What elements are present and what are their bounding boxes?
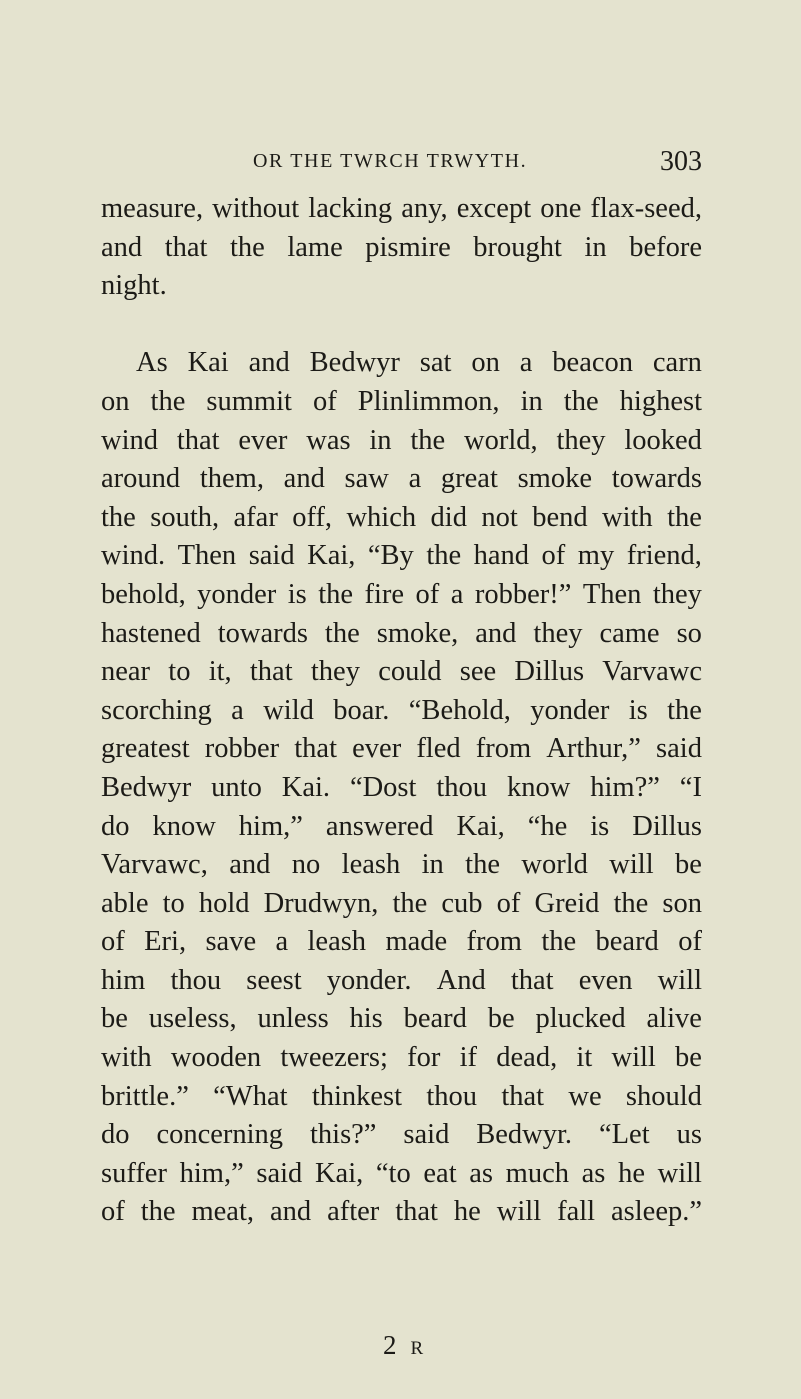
word: answered [325, 810, 434, 842]
word: he [618, 1157, 645, 1189]
word: And [436, 964, 486, 996]
word: him,” [238, 810, 303, 842]
word: he [453, 1196, 481, 1228]
word: and [283, 463, 325, 495]
word: saw [344, 463, 389, 495]
text-line [101, 846, 702, 885]
word: be [675, 1042, 702, 1074]
text-line [101, 576, 702, 615]
word: to [168, 656, 191, 688]
word: which [346, 501, 417, 533]
word: thou [426, 1080, 478, 1112]
word: much [505, 1157, 569, 1189]
word: Kai [187, 347, 229, 379]
text-line [101, 537, 702, 576]
word: “Let [599, 1119, 650, 1151]
word: Then [582, 578, 642, 610]
word: will [496, 1196, 542, 1228]
text-line [101, 615, 702, 654]
text-line [101, 499, 702, 538]
word: around [101, 463, 181, 495]
word: the [667, 501, 702, 533]
word: in [369, 424, 392, 456]
word: afar [233, 501, 278, 533]
word: said [656, 733, 702, 765]
word: Arthur,” [546, 733, 641, 765]
word: the [426, 540, 462, 572]
word: flax-seed, [590, 193, 702, 224]
word: did [430, 501, 467, 533]
word: that [249, 656, 293, 688]
word: is [287, 578, 307, 610]
word: the [667, 694, 702, 726]
text-line [101, 885, 702, 924]
signature-number: 2 [383, 1330, 397, 1360]
text-line [101, 962, 702, 1001]
word: see [459, 656, 497, 688]
word: any, [401, 193, 448, 224]
word: Kai. [281, 771, 331, 803]
word: hastened [101, 617, 201, 649]
word: is [590, 810, 610, 842]
word: unless [257, 1003, 329, 1035]
word: fire [364, 578, 405, 610]
word: will [657, 964, 702, 996]
word: for [407, 1042, 441, 1074]
text-line [101, 229, 702, 268]
word: of [496, 887, 521, 919]
page-number: 303 [660, 146, 702, 177]
word: “By [367, 540, 414, 572]
word: them, [199, 463, 264, 495]
word: As [136, 347, 168, 379]
text-line [101, 692, 702, 731]
text-line: night. [101, 270, 167, 302]
word: of [415, 578, 440, 610]
word: wind [101, 424, 158, 456]
running-head: OR THE TWRCH TRWYTH. [253, 150, 528, 172]
body-text [101, 190, 702, 1232]
word: will [609, 849, 654, 881]
word: even [578, 964, 633, 996]
word: looked [624, 424, 702, 456]
word: Kai, [314, 1157, 364, 1189]
word: the [324, 617, 360, 649]
signature-letter: R [410, 1338, 424, 1359]
word: Plinlimmon, [357, 385, 500, 417]
word: behold, [101, 578, 186, 610]
word: Drudwyn, [263, 887, 379, 919]
word: the [465, 849, 500, 881]
word: world, [464, 424, 538, 456]
word: “Dost [349, 771, 417, 803]
word: that [294, 733, 338, 765]
word: said [403, 1119, 450, 1151]
word: friend, [626, 540, 702, 572]
word: of [101, 1196, 125, 1228]
word: on [101, 385, 130, 417]
word: that [501, 1080, 545, 1112]
word: able [101, 887, 149, 919]
word: do [101, 810, 130, 842]
text-line [101, 422, 702, 461]
word: they [556, 424, 606, 456]
word: of [312, 385, 337, 417]
word: Then [177, 540, 237, 572]
word: this?” [309, 1119, 377, 1151]
word: the [229, 231, 265, 263]
text-line [101, 383, 702, 422]
word: with [602, 501, 653, 533]
word: measure, [101, 193, 204, 224]
word: yonder [530, 694, 610, 726]
word: thou [170, 964, 222, 996]
word: robber [204, 733, 280, 765]
word: wooden [170, 1042, 262, 1074]
word: him [101, 964, 146, 996]
word: Bedwyr [101, 771, 192, 803]
word: not [481, 501, 518, 533]
word: his [349, 1003, 383, 1035]
word: dead, [496, 1042, 558, 1074]
word: Greid [534, 887, 600, 919]
word: highest [619, 385, 702, 417]
word: a [275, 926, 289, 958]
word: in [520, 385, 543, 417]
word: as [469, 1157, 494, 1189]
word: and [248, 347, 290, 379]
text-line [101, 460, 702, 499]
text-line [101, 1116, 702, 1155]
word: plucked [535, 1003, 626, 1035]
paragraph-break [101, 306, 702, 345]
word: us [676, 1119, 702, 1151]
word: my [577, 540, 615, 572]
word: him?” [590, 771, 660, 803]
word: scorching [101, 694, 212, 726]
word: hold [198, 887, 250, 919]
text-line [101, 1039, 702, 1078]
word: bend [532, 501, 588, 533]
word: and [101, 231, 143, 263]
word: south, [150, 501, 220, 533]
word: in [584, 231, 607, 263]
word: and [269, 1196, 312, 1228]
word: summit [206, 385, 292, 417]
word: of [678, 926, 702, 958]
text-line [101, 808, 702, 847]
word: “to [375, 1157, 411, 1189]
word: will [611, 1042, 656, 1074]
word: yonder [197, 578, 277, 610]
word: world [521, 849, 588, 881]
word: and [229, 849, 271, 881]
word: if [459, 1042, 478, 1074]
text-line [101, 653, 702, 692]
word: thou [436, 771, 488, 803]
word: “Behold, [408, 694, 511, 726]
word: from [475, 733, 532, 765]
word: towards [611, 463, 702, 495]
word: boar. [333, 694, 390, 726]
word: after [327, 1196, 380, 1228]
signature-mark [383, 1330, 423, 1361]
word: cub [441, 887, 483, 919]
word: lacking [308, 193, 393, 224]
word: it, [208, 656, 232, 688]
word: lame [287, 231, 343, 263]
word: eat [423, 1157, 457, 1189]
word: brought [473, 231, 562, 263]
word: said [248, 540, 295, 572]
word: Dillus [632, 810, 702, 842]
word: a [231, 694, 244, 726]
text-line [101, 1155, 702, 1194]
word: the [563, 385, 599, 417]
word: suffer [101, 1157, 167, 1189]
word: ever [238, 424, 288, 456]
word: Dillus [514, 656, 585, 688]
word: it [576, 1042, 593, 1074]
word: a [450, 578, 464, 610]
word: alive [646, 1003, 702, 1035]
word: son [662, 887, 702, 919]
word: a [408, 463, 422, 495]
word: made [385, 926, 448, 958]
word: and [475, 617, 517, 649]
word: sat [419, 347, 452, 379]
word: that [510, 964, 554, 996]
word: him,” [179, 1157, 244, 1189]
word: know [506, 771, 571, 803]
word: Varvawc, [101, 849, 208, 881]
word: we [568, 1080, 602, 1112]
word: pismire [365, 231, 451, 263]
word: they [533, 617, 583, 649]
word: smoke, [376, 617, 459, 649]
page-header [253, 146, 702, 180]
word: tweezers; [280, 1042, 388, 1074]
word: “he [527, 810, 568, 842]
word: so [676, 617, 702, 649]
word: without [212, 193, 300, 224]
word: they [310, 656, 360, 688]
word: before [629, 231, 702, 263]
word: meat, [191, 1196, 254, 1228]
word: “I [679, 771, 702, 803]
word: the [140, 1196, 176, 1228]
word: as [581, 1157, 606, 1189]
word: fall [557, 1196, 596, 1228]
word: Bedwyr. [476, 1119, 573, 1151]
word: save [205, 926, 257, 958]
word: ever [352, 733, 402, 765]
word: Varvawc [602, 656, 702, 688]
word: should [625, 1080, 702, 1112]
word: leash [341, 849, 401, 881]
word: thinkest [311, 1080, 403, 1112]
word: from [466, 926, 522, 958]
word: robber!” [474, 578, 572, 610]
text-line [101, 923, 702, 962]
word: concerning [156, 1119, 284, 1151]
word: the [392, 887, 428, 919]
text-line [101, 190, 702, 229]
word: carn [652, 347, 702, 379]
word: beard [595, 926, 659, 958]
word: was [306, 424, 351, 456]
word: on [471, 347, 500, 379]
word: of [101, 926, 125, 958]
word: do [101, 1119, 130, 1151]
word: asleep.” [611, 1196, 702, 1228]
word: great [440, 463, 498, 495]
word: will [657, 1157, 702, 1189]
word: brittle.” [101, 1080, 189, 1112]
word: Kai, [307, 540, 356, 572]
word: that [164, 231, 208, 263]
word: fled [416, 733, 461, 765]
word: the [150, 385, 186, 417]
word: towards [217, 617, 308, 649]
word: is [628, 694, 648, 726]
word: said [256, 1157, 303, 1189]
text-line [101, 730, 702, 769]
word: off, [292, 501, 333, 533]
word: be [487, 1003, 515, 1035]
text-line [101, 1000, 702, 1039]
word: Kai, [456, 810, 505, 842]
word: Bedwyr [309, 347, 400, 379]
word: one [540, 193, 582, 224]
word: be [101, 1003, 128, 1035]
word: “What [213, 1080, 288, 1112]
word: know [152, 810, 216, 842]
word: beard [403, 1003, 467, 1035]
word: Eri, [144, 926, 187, 958]
word: greatest [101, 733, 190, 765]
word: came [599, 617, 660, 649]
word: the [410, 424, 446, 456]
word: of [541, 540, 566, 572]
word: that [176, 424, 220, 456]
word: useless, [148, 1003, 237, 1035]
word: wind. [101, 540, 166, 572]
text-line [101, 1193, 702, 1232]
word: smoke [517, 463, 593, 495]
word: the [541, 926, 577, 958]
word: except [456, 193, 532, 224]
word: be [675, 849, 702, 881]
word: seest [246, 964, 302, 996]
word: wild [263, 694, 314, 726]
word: no [291, 849, 321, 881]
word: in [421, 849, 444, 881]
text-line [101, 1078, 702, 1117]
word: beacon [552, 347, 633, 379]
word: a [519, 347, 533, 379]
word: yonder. [326, 964, 412, 996]
word: that [395, 1196, 438, 1228]
word: unto [211, 771, 262, 803]
word: with [101, 1042, 152, 1074]
text-line [101, 769, 702, 808]
word: near [101, 656, 151, 688]
text-line [101, 344, 702, 383]
word: could [378, 656, 442, 688]
word: they [652, 578, 702, 610]
word: to [162, 887, 185, 919]
word: leash [307, 926, 367, 958]
word: the [613, 887, 649, 919]
word: hand [473, 540, 530, 572]
word: the [318, 578, 354, 610]
word: the [101, 501, 136, 533]
